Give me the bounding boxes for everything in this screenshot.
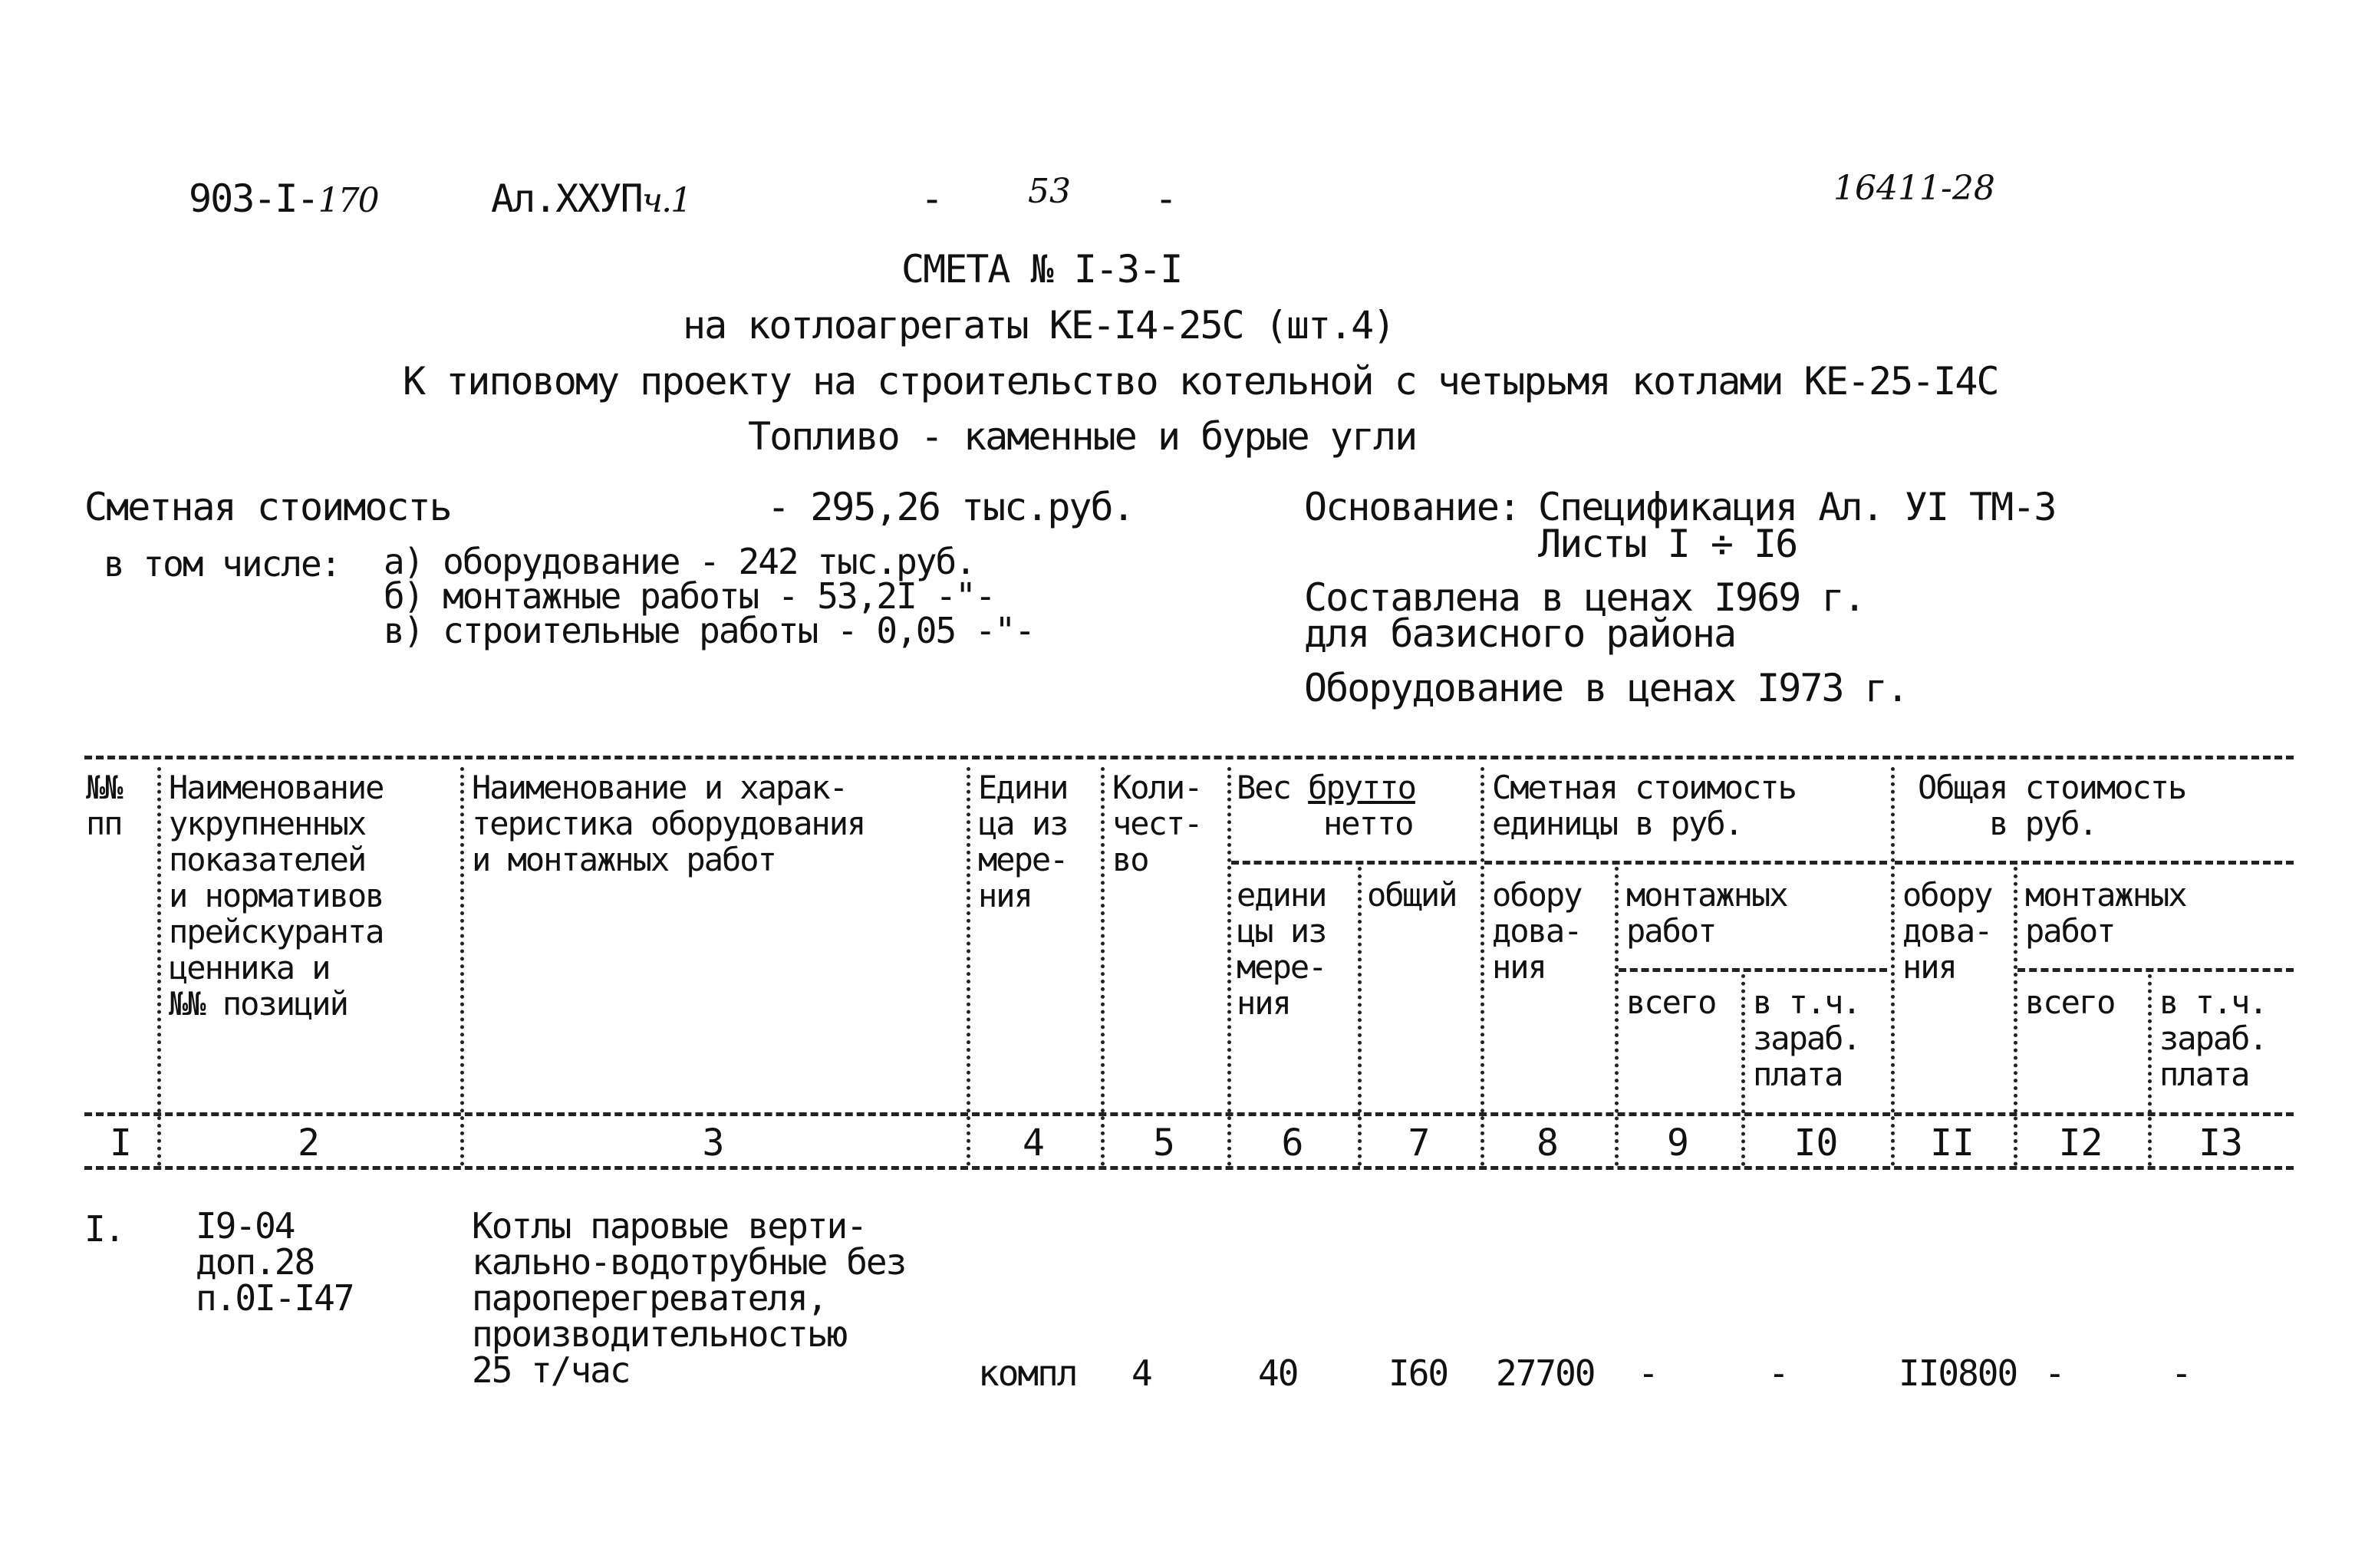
row-mounting-total-wage: - <box>2171 1352 2191 1394</box>
column-separator <box>1101 767 1105 1166</box>
fuel-description: Топливо - каменные и бурые угли <box>748 414 1417 459</box>
cost-including-label: в том числе: <box>104 543 341 585</box>
column-separator <box>1481 767 1484 1166</box>
header-weight-total: общий <box>1367 876 1457 914</box>
header-weight-gross: брутто <box>1308 769 1415 806</box>
cost-item-letter: в) <box>384 610 423 651</box>
column-number-rule <box>84 1166 2294 1170</box>
cost-item-letter: а) <box>384 541 423 582</box>
row-equipment-unit-cost: 27700 <box>1496 1352 1595 1394</box>
cost-item-construction <box>384 610 1034 651</box>
column-number: I2 <box>2058 1122 2103 1164</box>
column-number: 6 <box>1281 1122 1304 1164</box>
column-number: 9 <box>1667 1122 1689 1164</box>
estimate-subtitle: на котлоагрегаты КЕ-I4-25С (шт.4) <box>683 303 1395 348</box>
column-number: I0 <box>1793 1122 1839 1164</box>
row-price-code: I9-04 доп.28 п.0I-I47 <box>196 1205 354 1319</box>
header-weight-net: нетто <box>1323 805 1413 842</box>
header-bottom-rule <box>84 1112 2294 1116</box>
column-separator <box>460 767 464 1166</box>
header-unit: Едини ца из мере- ния <box>978 769 1068 914</box>
header-equipment-name: Наименование и харак- теристика оборудования и монтажных работ <box>472 769 865 878</box>
page-dash-left: - <box>921 176 943 221</box>
estimate-title: СМЕТА № I-3-I <box>901 247 1182 292</box>
column-separator <box>1891 767 1895 1166</box>
document-reference: 16411-28 <box>1833 169 1995 208</box>
column-separator <box>967 767 970 1166</box>
column-separator <box>157 767 161 1166</box>
header-weight-per-unit: едини цы из мере- ния <box>1237 876 1326 1022</box>
table-top-rule <box>84 756 2294 759</box>
header-unit-wage: в т.ч. зараб. плата <box>1753 983 1860 1093</box>
album-printed: Ал.ХХУП <box>491 176 642 221</box>
column-number: 5 <box>1153 1122 1175 1164</box>
header-total-mounting: монтажных работ <box>2025 876 2186 950</box>
unit-mounting-subheader-rule <box>1619 968 1887 972</box>
row-equipment-name: Котлы паровые верти- кально-водотрубные без пароперегревателя, производительностью 25 т/час <box>472 1205 906 1391</box>
column-number: 4 <box>1023 1122 1045 1164</box>
header-unit-mounting: монтажных работ <box>1626 876 1787 950</box>
column-number: I <box>110 1122 132 1164</box>
cost-item-text: монтажные работы - 53,2I -"- <box>443 575 995 617</box>
header-total-equipment: обору дова- ния <box>1902 876 1992 986</box>
album-handwritten: ч.1 <box>641 181 691 220</box>
column-number: II <box>1930 1122 1975 1164</box>
row-unit: компл <box>978 1352 1077 1394</box>
cost-total: - 295,26 тыс.руб. <box>767 485 1134 529</box>
row-weight-total: I60 <box>1388 1352 1448 1394</box>
column-number: 3 <box>702 1122 725 1164</box>
column-number: 7 <box>1408 1122 1431 1164</box>
header-total-wage: в т.ч. зараб. плата <box>2159 983 2267 1093</box>
project-code-handwritten: 170 <box>318 181 378 220</box>
column-number: 2 <box>298 1122 320 1164</box>
cost-item-text: строительные работы - 0,05 -"- <box>443 610 1034 651</box>
project-description: К типовому проекту на строительство котельной с четырьмя котлами КЕ-25-I4С <box>403 359 1998 404</box>
header-weight-label: Вес <box>1237 769 1290 806</box>
page-number: 53 <box>1028 172 1071 211</box>
column-separator <box>1227 767 1231 1166</box>
row-number: I. <box>84 1208 124 1250</box>
cost-item-text: оборудование - 242 тыс.руб. <box>443 541 975 582</box>
header-quantity: Коли- чест- во <box>1112 769 1202 878</box>
album-ref <box>491 176 690 221</box>
row-mounting-unit-cost: - <box>1638 1352 1658 1394</box>
total-mounting-subheader-rule <box>2017 968 2294 972</box>
total-cost-subheader-rule <box>1895 861 2294 865</box>
row-mounting-unit-wage: - <box>1768 1352 1788 1394</box>
header-row-number: №№ пп <box>86 769 122 842</box>
header-unit-cost: Сметная стоимость единицы в руб. <box>1492 769 1796 842</box>
unit-cost-subheader-rule <box>1484 861 1887 865</box>
project-code-printed: 903-I- <box>189 176 318 221</box>
header-total-mounting-sum: всего <box>2025 983 2115 1021</box>
column-number: 8 <box>1537 1122 1559 1164</box>
cost-label: Сметная стоимость <box>84 485 451 529</box>
row-mounting-total-cost: - <box>2044 1352 2064 1394</box>
basis-specification: Спецификация Ал. УI ТМ-3 <box>1538 485 2056 529</box>
header-unit-mounting-total: всего <box>1626 983 1716 1021</box>
row-equipment-total-cost: II0800 <box>1899 1352 2017 1394</box>
header-weight <box>1237 769 1415 805</box>
basis-sheets: Листы I ÷ I6 <box>1538 522 1797 566</box>
header-total-cost: Общая стоимость в руб. <box>1918 769 2186 842</box>
project-code <box>189 176 378 221</box>
basis-label: Основание: <box>1304 485 1520 529</box>
row-weight-unit: 40 <box>1258 1352 1298 1394</box>
row-quantity: 4 <box>1131 1352 1151 1394</box>
basis-equipment-prices: Оборудование в ценах I973 г. <box>1304 666 1908 710</box>
header-indicator-name: Наименование укрупненных показателей и нормативов прейскуранта ценника и №№ позиций <box>169 769 384 1023</box>
page-dash-right: - <box>1154 176 1177 221</box>
basis-prices-year: Составлена в ценах I969 г. <box>1304 575 1865 620</box>
header-unit-equipment: обору дова- ния <box>1492 876 1582 986</box>
weight-subheader-rule <box>1231 861 1477 865</box>
cost-item-letter: б) <box>384 575 423 617</box>
column-number: I3 <box>2199 1122 2243 1164</box>
basis-region: для базисного района <box>1304 611 1736 656</box>
